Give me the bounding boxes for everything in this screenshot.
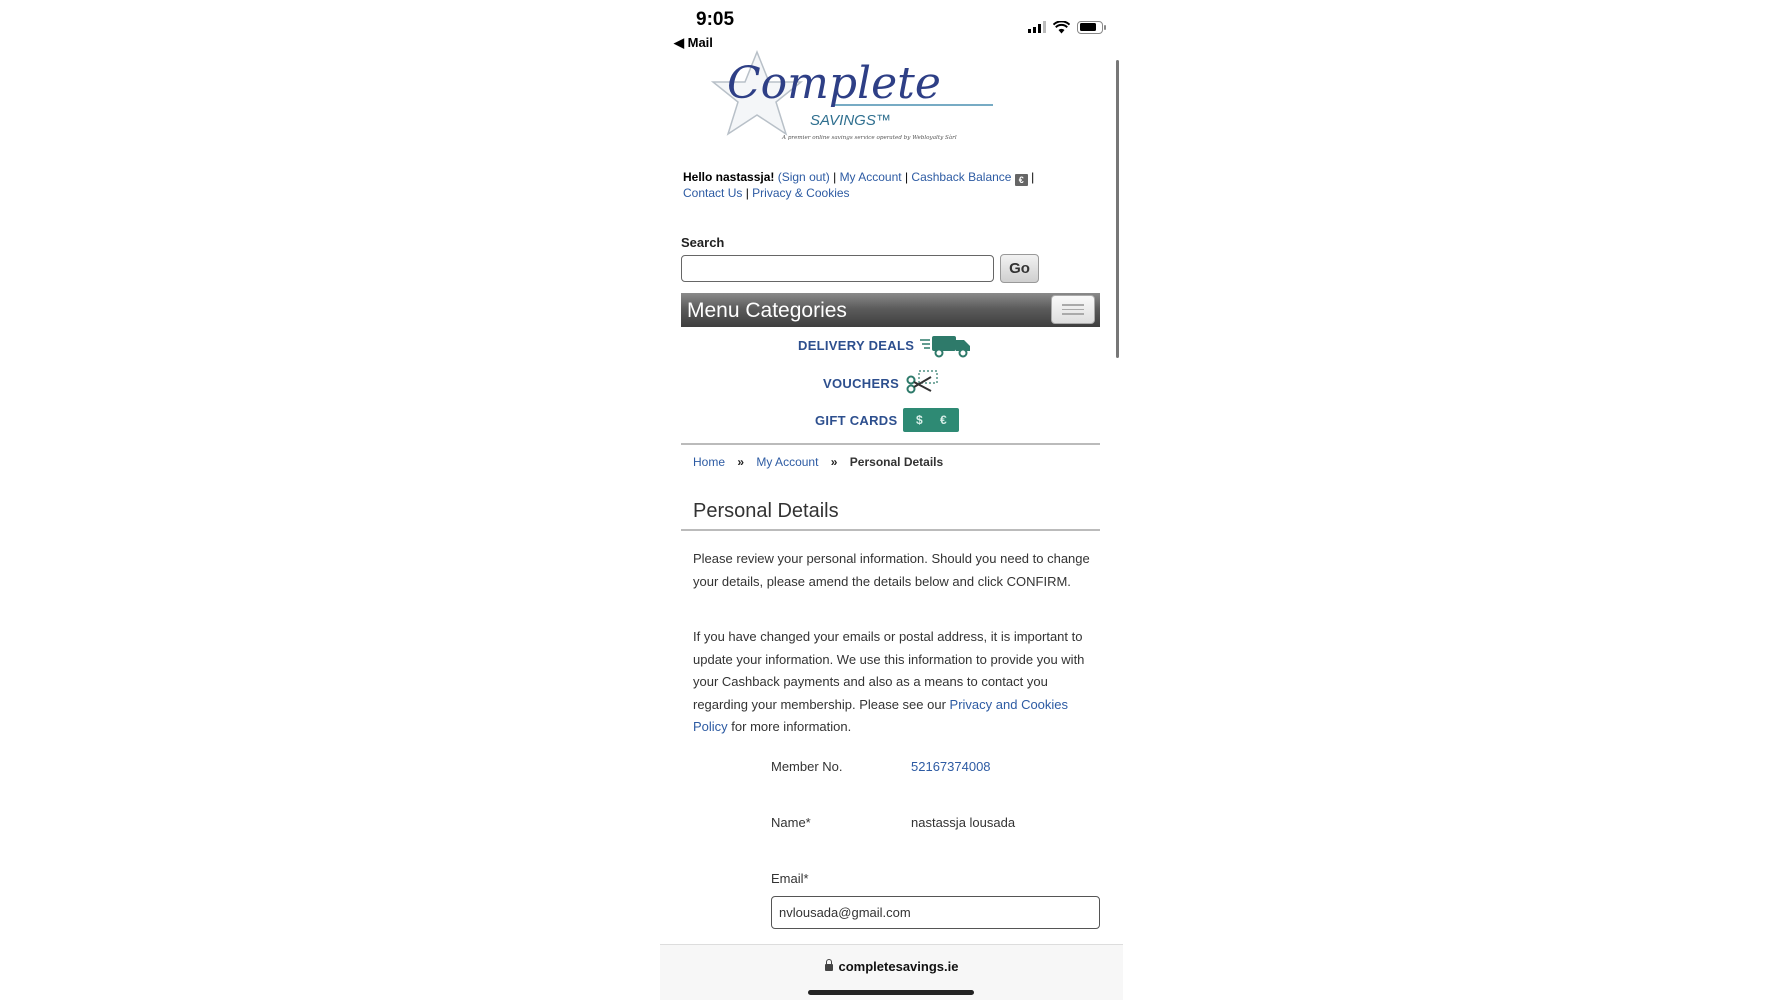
search-label: Search xyxy=(681,235,725,250)
intro-paragraph: Please review your personal information. Should you need to change your details, please amend the details below and click CONFIRM. xyxy=(693,551,1090,589)
link-separator: | xyxy=(904,170,909,184)
lock-icon xyxy=(825,964,833,971)
contact-us-link[interactable]: Contact Us xyxy=(683,186,743,200)
account-links xyxy=(683,170,1103,200)
privacy-policy-link[interactable]: Privacy and Cookies Policy xyxy=(693,696,1069,734)
category-label: DELIVERY DEALS xyxy=(798,337,915,353)
category-label: VOUCHERS xyxy=(823,375,900,391)
browser-url-bar[interactable] xyxy=(660,944,1123,1000)
category-gift-cards[interactable] xyxy=(815,408,959,432)
breadcrumb-current: Personal Details xyxy=(849,455,944,469)
member-number-label: Member No. xyxy=(771,759,843,774)
email-field[interactable] xyxy=(771,896,1100,929)
phone-screen xyxy=(660,0,1123,1000)
breadcrumb-separator: » xyxy=(737,455,745,469)
status-time: 9:05 xyxy=(696,9,735,30)
name-label: Name* xyxy=(771,815,811,830)
divider xyxy=(681,443,1100,445)
greeting-text: Hello nastassja! xyxy=(683,170,775,184)
privacy-cookies-link[interactable]: Privacy & Cookies xyxy=(752,186,850,200)
breadcrumb-separator: » xyxy=(830,455,838,469)
link-separator: | xyxy=(1031,170,1035,184)
cashback-icon[interactable]: € xyxy=(1015,174,1028,186)
battery-icon xyxy=(1077,21,1103,34)
logo-savings: SAVINGS™ xyxy=(810,112,891,129)
breadcrumb-my-account[interactable]: My Account xyxy=(756,455,819,469)
complete-savings-logo[interactable] xyxy=(705,48,995,146)
divider xyxy=(681,529,1100,531)
category-delivery-deals[interactable] xyxy=(798,332,972,358)
scissors-icon xyxy=(905,369,939,397)
member-number-value: 52167374008 xyxy=(911,759,991,774)
email-label: Email* xyxy=(771,871,809,886)
breadcrumb xyxy=(693,455,943,469)
sign-out-link[interactable]: (Sign out) xyxy=(777,170,830,184)
menu-categories-bar xyxy=(681,293,1100,327)
link-separator: | xyxy=(745,186,749,200)
home-indicator[interactable] xyxy=(808,990,974,995)
menu-title: Menu Categories xyxy=(687,299,847,322)
back-to-mail-link[interactable]: ◀ Mail xyxy=(674,35,713,50)
url-display[interactable] xyxy=(660,959,1123,974)
page-title: Personal Details xyxy=(693,500,839,522)
category-vouchers[interactable] xyxy=(823,369,939,397)
info-paragraph: If you have changed your emails or postal address, it is important to update your information. We use this information to provide you with your Cashback payments and also as a means to contact you regarding your membership. Please see our Privacy and Cookies Policy for more information. xyxy=(693,629,1085,734)
wifi-icon xyxy=(1053,21,1070,34)
gift-card-icon: $ € xyxy=(903,408,959,432)
hamburger-menu-icon[interactable] xyxy=(1051,295,1095,324)
logo-tagline: A premier online savings service operated by Webloyalty Sàrl xyxy=(782,135,957,141)
search-input[interactable] xyxy=(681,255,994,282)
signal-icon xyxy=(1028,21,1046,33)
cashback-balance-link[interactable]: Cashback Balance xyxy=(911,170,1012,184)
status-icons xyxy=(1028,19,1103,35)
page-scrollbar[interactable] xyxy=(1116,60,1119,358)
logo-word: Complete xyxy=(727,58,941,109)
breadcrumb-home[interactable]: Home xyxy=(693,455,726,469)
search-go-button[interactable]: Go xyxy=(1000,254,1039,283)
name-value: nastassja lousada xyxy=(911,815,1016,830)
category-label: GIFT CARDS xyxy=(815,412,898,428)
url-text: completesavings.ie xyxy=(838,959,959,974)
my-account-link[interactable]: My Account xyxy=(839,170,902,184)
delivery-truck-icon xyxy=(920,332,972,358)
link-separator: | xyxy=(833,170,837,184)
